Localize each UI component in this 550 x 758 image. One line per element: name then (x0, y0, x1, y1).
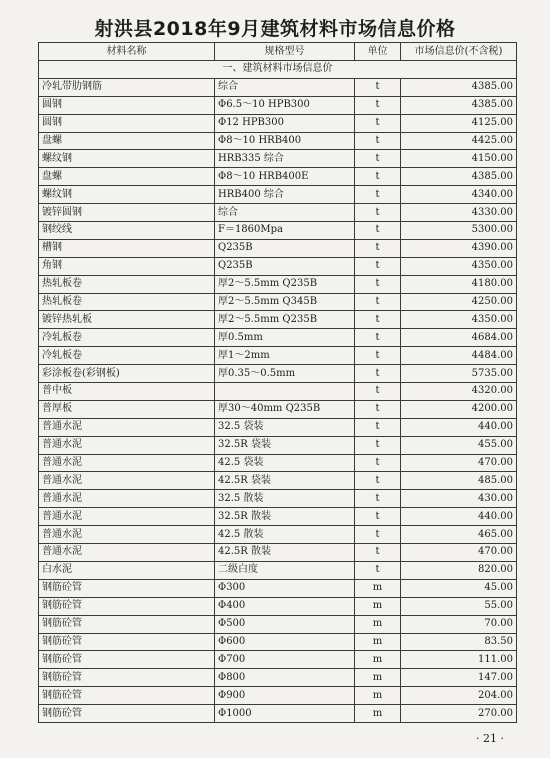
cell-name: 热轧板卷 (39, 293, 215, 311)
table-header-row (39, 43, 517, 61)
cell-price: 820.00 (401, 561, 517, 579)
cell-spec: Φ8～10 HRB400E (215, 168, 355, 186)
cell-price: 4385.00 (401, 96, 517, 114)
cell-price: 45.00 (401, 579, 517, 597)
cell-price: 4385.00 (401, 168, 517, 186)
cell-price: 440.00 (401, 418, 517, 436)
cell-price: 4390.00 (401, 239, 517, 257)
cell-unit: m (355, 687, 401, 705)
cell-spec: 32.5R 袋装 (215, 436, 355, 454)
table-row (39, 687, 517, 705)
cell-price: 83.50 (401, 633, 517, 651)
cell-name: 普通水泥 (39, 418, 215, 436)
cell-unit: t (355, 186, 401, 204)
cell-name: 钢筋砼管 (39, 615, 215, 633)
cell-unit: t (355, 132, 401, 150)
table-row (39, 329, 517, 347)
cell-spec: Φ500 (215, 615, 355, 633)
cell-price: 4385.00 (401, 78, 517, 96)
cell-spec: HRB335 综合 (215, 150, 355, 168)
table-row (39, 436, 517, 454)
table-row (39, 472, 517, 490)
cell-unit: t (355, 204, 401, 222)
cell-spec: 42.5 袋装 (215, 454, 355, 472)
table-row (39, 544, 517, 562)
cell-unit: m (355, 669, 401, 687)
table-row (39, 275, 517, 293)
table-row (39, 579, 517, 597)
cell-name: 冷轧带肋钢筋 (39, 78, 215, 96)
cell-spec: 32.5 散装 (215, 490, 355, 508)
price-table (38, 42, 517, 723)
page-number: · 21 · (476, 732, 504, 745)
cell-name: 热轧板卷 (39, 275, 215, 293)
cell-spec: Φ12 HPB300 (215, 114, 355, 132)
table-body (39, 61, 517, 723)
cell-price: 70.00 (401, 615, 517, 633)
cell-price: 4350.00 (401, 311, 517, 329)
table-row (39, 400, 517, 418)
table-row (39, 168, 517, 186)
table-row (39, 705, 517, 723)
cell-spec: 厚30～40mm Q235B (215, 400, 355, 418)
cell-price: 455.00 (401, 436, 517, 454)
cell-name: 圆钢 (39, 96, 215, 114)
section-title: 一、建筑材料市场信息价 (39, 61, 517, 79)
table-row (39, 454, 517, 472)
cell-unit: m (355, 597, 401, 615)
cell-spec: 厚0.35～0.5mm (215, 365, 355, 383)
cell-name: 普厚板 (39, 400, 215, 418)
cell-name: 钢筋砼管 (39, 687, 215, 705)
table-row (39, 293, 517, 311)
cell-spec: 综合 (215, 78, 355, 96)
cell-price: 4150.00 (401, 150, 517, 168)
cell-unit: t (355, 526, 401, 544)
table-row (39, 418, 517, 436)
table-row (39, 150, 517, 168)
cell-unit: t (355, 508, 401, 526)
cell-price: 4340.00 (401, 186, 517, 204)
cell-name: 盘螺 (39, 132, 215, 150)
cell-spec: 厚2～5.5mm Q235B (215, 275, 355, 293)
cell-price: 4425.00 (401, 132, 517, 150)
cell-name: 普通水泥 (39, 472, 215, 490)
cell-price: 4320.00 (401, 383, 517, 401)
cell-spec: 32.5 袋装 (215, 418, 355, 436)
table-row (39, 383, 517, 401)
cell-spec: Φ300 (215, 579, 355, 597)
cell-unit: t (355, 454, 401, 472)
cell-name: 冷轧板卷 (39, 329, 215, 347)
cell-name: 角钢 (39, 257, 215, 275)
table-row (39, 239, 517, 257)
table-row (39, 114, 517, 132)
cell-name: 槽钢 (39, 239, 215, 257)
cell-price: 204.00 (401, 687, 517, 705)
cell-unit: t (355, 347, 401, 365)
cell-name: 钢筋砼管 (39, 633, 215, 651)
cell-name: 螺纹钢 (39, 186, 215, 204)
cell-spec: Φ900 (215, 687, 355, 705)
table-row (39, 365, 517, 383)
cell-name: 钢筋砼管 (39, 579, 215, 597)
cell-spec: 厚2～5.5mm Q235B (215, 311, 355, 329)
header-name: 材料名称 (39, 43, 215, 61)
cell-name: 镀锌热轧板 (39, 311, 215, 329)
cell-name: 螺纹钢 (39, 150, 215, 168)
table-row (39, 132, 517, 150)
cell-unit: t (355, 275, 401, 293)
cell-price: 4180.00 (401, 275, 517, 293)
cell-spec: 厚1～2mm (215, 347, 355, 365)
cell-unit: t (355, 400, 401, 418)
table-row (39, 526, 517, 544)
cell-name: 钢绞线 (39, 222, 215, 240)
cell-spec: 32.5R 散装 (215, 508, 355, 526)
table-row (39, 597, 517, 615)
cell-name: 普通水泥 (39, 544, 215, 562)
cell-unit: t (355, 78, 401, 96)
cell-spec: 二级白度 (215, 561, 355, 579)
cell-price: 4484.00 (401, 347, 517, 365)
header-spec: 规格型号 (215, 43, 355, 61)
cell-unit: m (355, 579, 401, 597)
cell-unit: t (355, 490, 401, 508)
cell-price: 4350.00 (401, 257, 517, 275)
cell-spec: Φ400 (215, 597, 355, 615)
cell-spec: HRB400 综合 (215, 186, 355, 204)
cell-price: 4200.00 (401, 400, 517, 418)
header-unit: 单位 (355, 43, 401, 61)
table-row (39, 204, 517, 222)
cell-spec: Φ1000 (215, 705, 355, 723)
cell-name: 钢筋砼管 (39, 669, 215, 687)
cell-spec: 42.5R 散装 (215, 544, 355, 562)
cell-price: 4330.00 (401, 204, 517, 222)
table-row (39, 561, 517, 579)
table-row (39, 78, 517, 96)
cell-unit: t (355, 222, 401, 240)
cell-unit: t (355, 329, 401, 347)
cell-name: 钢筋砼管 (39, 705, 215, 723)
table-row (39, 508, 517, 526)
section-row (39, 61, 517, 79)
cell-spec: Φ6.5～10 HPB300 (215, 96, 355, 114)
cell-price: 485.00 (401, 472, 517, 490)
table-row (39, 669, 517, 687)
cell-unit: t (355, 96, 401, 114)
cell-unit: t (355, 114, 401, 132)
table-row (39, 633, 517, 651)
table-row (39, 651, 517, 669)
cell-spec: 厚0.5mm (215, 329, 355, 347)
cell-unit: m (355, 633, 401, 651)
cell-unit: m (355, 705, 401, 723)
cell-price: 465.00 (401, 526, 517, 544)
table-row (39, 311, 517, 329)
cell-unit: t (355, 311, 401, 329)
cell-name: 彩涂板卷(彩钢板) (39, 365, 215, 383)
header-price: 市场信息价(不含税) (401, 43, 517, 61)
cell-spec: Φ8～10 HRB400 (215, 132, 355, 150)
cell-spec: 42.5R 袋装 (215, 472, 355, 490)
cell-spec: F＝1860Mpa (215, 222, 355, 240)
cell-unit: t (355, 418, 401, 436)
cell-price: 147.00 (401, 669, 517, 687)
cell-spec: 42.5 散装 (215, 526, 355, 544)
cell-price: 55.00 (401, 597, 517, 615)
cell-price: 440.00 (401, 508, 517, 526)
cell-unit: t (355, 561, 401, 579)
cell-price: 4250.00 (401, 293, 517, 311)
cell-unit: t (355, 472, 401, 490)
cell-name: 普通水泥 (39, 454, 215, 472)
table-row (39, 257, 517, 275)
cell-price: 430.00 (401, 490, 517, 508)
cell-price: 4125.00 (401, 114, 517, 132)
cell-price: 5300.00 (401, 222, 517, 240)
cell-spec: 厚2～5.5mm Q345B (215, 293, 355, 311)
cell-name: 普通水泥 (39, 490, 215, 508)
cell-name: 普通水泥 (39, 508, 215, 526)
cell-spec: Q235B (215, 257, 355, 275)
table-row (39, 490, 517, 508)
cell-name: 镀锌圆钢 (39, 204, 215, 222)
table-row (39, 615, 517, 633)
cell-name: 盘螺 (39, 168, 215, 186)
cell-unit: m (355, 615, 401, 633)
cell-price: 4684.00 (401, 329, 517, 347)
table-row (39, 222, 517, 240)
table-row (39, 186, 517, 204)
cell-unit: t (355, 293, 401, 311)
cell-spec: 综合 (215, 204, 355, 222)
cell-unit: t (355, 150, 401, 168)
cell-price: 111.00 (401, 651, 517, 669)
cell-unit: t (355, 257, 401, 275)
cell-price: 5735.00 (401, 365, 517, 383)
cell-name: 钢筋砼管 (39, 597, 215, 615)
cell-unit: t (355, 544, 401, 562)
cell-name: 普通水泥 (39, 526, 215, 544)
cell-name: 圆钢 (39, 114, 215, 132)
cell-spec (215, 383, 355, 401)
cell-spec: Φ700 (215, 651, 355, 669)
cell-name: 钢筋砼管 (39, 651, 215, 669)
cell-unit: t (355, 365, 401, 383)
cell-spec: Φ600 (215, 633, 355, 651)
cell-unit: t (355, 239, 401, 257)
cell-unit: m (355, 651, 401, 669)
cell-price: 470.00 (401, 454, 517, 472)
cell-price: 270.00 (401, 705, 517, 723)
cell-spec: Φ800 (215, 669, 355, 687)
cell-unit: t (355, 168, 401, 186)
cell-name: 普中板 (39, 383, 215, 401)
cell-name: 冷轧板卷 (39, 347, 215, 365)
cell-unit: t (355, 383, 401, 401)
cell-price: 470.00 (401, 544, 517, 562)
table-row (39, 347, 517, 365)
cell-spec: Q235B (215, 239, 355, 257)
cell-unit: t (355, 436, 401, 454)
cell-name: 白水泥 (39, 561, 215, 579)
cell-name: 普通水泥 (39, 436, 215, 454)
page-title: 射洪县2018年9月建筑材料市场信息价格 (94, 18, 456, 40)
table-row (39, 96, 517, 114)
